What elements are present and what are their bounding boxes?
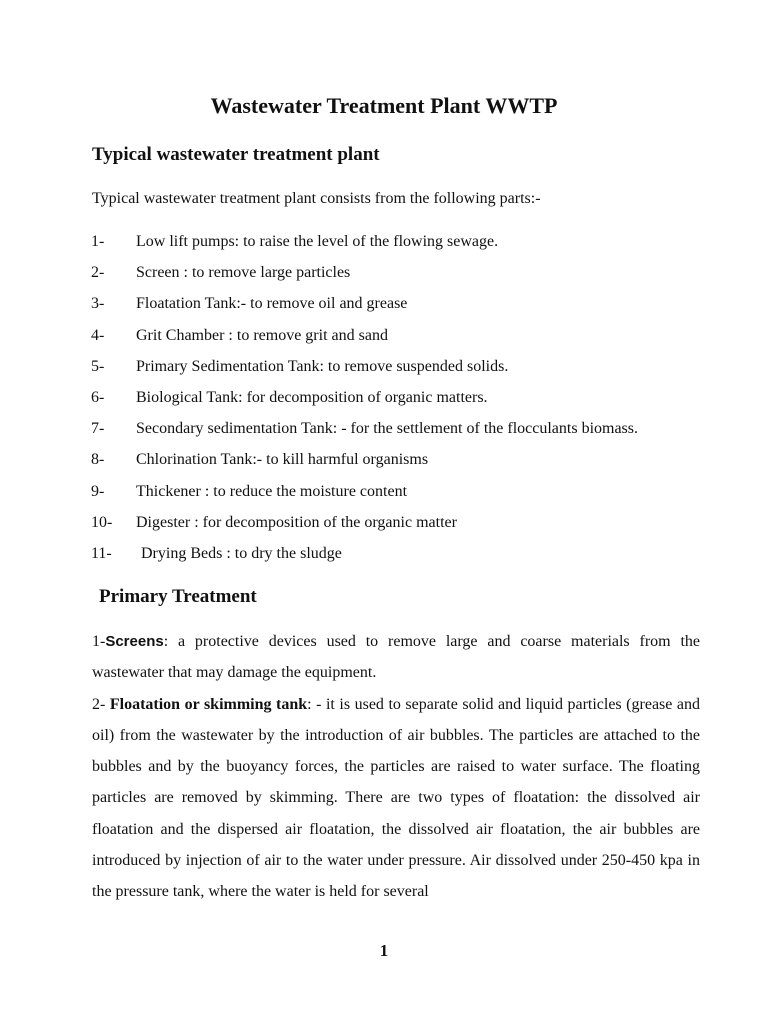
list-item-text: Grit Chamber : to remove grit and sand <box>136 326 388 344</box>
list-item-text: Chlorination Tank:- to kill harmful organisms <box>136 451 429 469</box>
list-item-number: 11- <box>91 544 112 562</box>
plant-parts-list <box>0 230 768 573</box>
list-item <box>0 292 768 323</box>
list-item <box>0 261 768 292</box>
list-item-number: 7- <box>91 420 105 438</box>
paragraph-number: 1- <box>92 633 106 650</box>
primary-treatment-body <box>92 626 700 908</box>
list-item-text: Screen : to remove large particles <box>136 264 351 282</box>
list-item <box>0 542 768 573</box>
list-item <box>0 417 768 448</box>
document-title: Wastewater Treatment Plant WWTP <box>210 93 558 118</box>
list-item-text: Drying Beds : to dry the sludge <box>141 544 342 562</box>
list-item-number: 8- <box>91 451 105 469</box>
list-item-number: 4- <box>91 326 105 344</box>
intro-paragraph: Typical wastewater treatment plant consists from the following parts:- <box>92 190 541 207</box>
list-item-number: 9- <box>91 482 105 500</box>
paragraph-text: : - it is used to separate solid and liquid particles (grease and oil) from the wastewater by the introduction of air bubbles. The particles are attached to the bubbles and by the buoyancy forces, the particles are raised to water surface. The floating particles are removed by skimming. There are two types of floatation: the dissolved air floatation and the dispersed air floatation, the dissolved air floatation, the air bubbles are introduced by injection of air to the water under pressure. Air dissolved under 250-450 kpa in the pressure tank, where the water is held for several <box>92 695 700 901</box>
list-item <box>0 511 768 542</box>
list-item-number: 6- <box>91 388 105 406</box>
paragraph-screens <box>92 626 700 689</box>
list-item-text: Primary Sedimentation Tank: to remove suspended solids. <box>136 357 509 375</box>
list-item-text: Biological Tank: for decomposition of organic matters. <box>136 388 488 406</box>
list-item <box>0 230 768 261</box>
section-heading-primary-treatment: Primary Treatment <box>99 586 257 607</box>
paragraph-number: 2- <box>92 695 110 713</box>
section-heading-typical-plant: Typical wastewater treatment plant <box>92 144 380 165</box>
list-item-number: 1- <box>91 233 105 250</box>
list-item <box>0 355 768 386</box>
paragraph-floatation <box>92 689 700 908</box>
list-item-number: 10- <box>91 513 113 531</box>
list-item <box>0 448 768 479</box>
list-item-text: Floatation Tank:- to remove oil and grease <box>136 295 408 313</box>
list-item <box>0 324 768 355</box>
list-item <box>0 480 768 511</box>
term-screens: Screens <box>105 633 164 650</box>
list-item-number: 5- <box>91 357 105 375</box>
list-item-number: 2- <box>91 264 105 282</box>
list-item-text: Secondary sedimentation Tank: - for the settlement of the flocculants biomass. <box>136 420 639 438</box>
list-item-text: Thickener : to reduce the moisture content <box>136 482 408 500</box>
list-item <box>0 386 768 417</box>
list-item-text: Low lift pumps: to raise the level of the flowing sewage. <box>136 233 499 250</box>
list-item-number: 3- <box>91 295 105 313</box>
term-floatation: Floatation or skimming tank <box>109 695 308 713</box>
list-item-text: Digester : for decomposition of the organic matter <box>136 513 457 531</box>
paragraph-text: : a protective devices used to remove large and coarse materials from the wastewater that may damage the equipment. <box>92 633 700 682</box>
page-number: 1 <box>379 941 389 960</box>
